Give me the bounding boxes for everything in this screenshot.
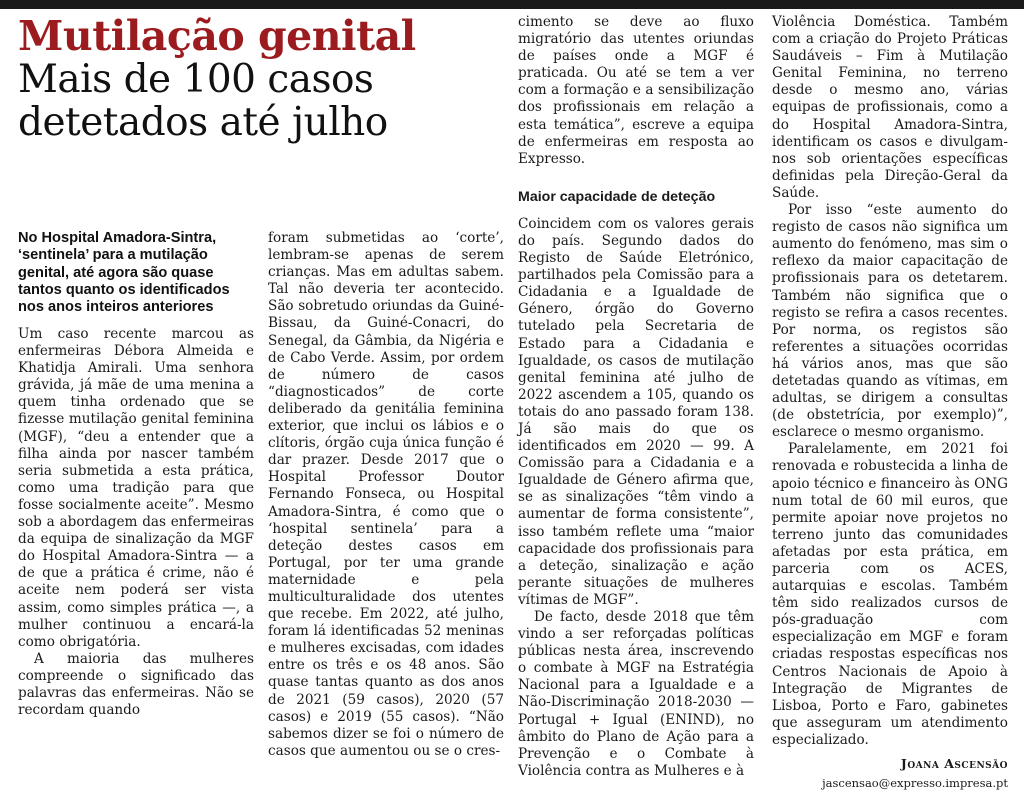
column-1 — [18, 326, 254, 719]
paragraph: Um caso recente marcou as enfermeiras Débora Almeida e Khatidja Amirali. Uma senhora grávida, já mãe de uma menina a quem tinha ordenado que se fizesse mutilação genital feminina (MGF), “deu a entender que a filha ainda por nascer também seria submetida a esta prática, como uma tradição para que fosse socialmente aceite”. Mesmo sob a abordagem das enfermeiras da equipa de sinalização da MGF do Hospital Amadora-Sintra — a de que a prática é crime, não é aceite nem poderá ser vista assim, como simples prática —, a mulher continuou a encará-la como obrigatória. — [18, 326, 254, 650]
author-byline: Joana Ascensão — [900, 756, 1008, 772]
paragraph: foram submetidas ao ‘corte’, lembram-se apenas de serem crianças. Mas em adultas sabem. Tal não deveria ter acontecido. São sobretudo oriundas da Guiné-Bissau, da Guiné-Conacri, do Senegal, da Gâmbia, da Nigéria e de Cabo Verde. Assim, por ordem de número de casos “diagnosticados” de corte deliberado da genitália feminina exterior, que inclui os lábios e o clítoris, órgão cuja única função é dar prazer. Desde 2017 que o Hospital Professor Doutor Fernando Fonseca, ou Hospital Amadora-Sintra, é como que o ‘hospital sentinela’ para a deteção destes casos em Portugal, por ter uma grande maternidade e pela multiculturalidade dos utentes que recebe. Em 2022, até julho, foram lá identificadas 52 meninas e mulheres excisadas, com idades entre os três e os 48 anos. São quase tantas quanto as dos anos de 2021 (59 casos), 2020 (57 casos) e 2019 (55 casos). “Não sabemos dizer se foi o número de casos que aumentou ou se o cres- — [268, 230, 504, 759]
column-3 — [518, 14, 754, 780]
paragraph: Paralelamente, em 2021 foi renovada e robustecida a linha de apoio técnico e financeiro às ONG num total de 60 mil euros, que permite apoiar nove projetos no terreno junto das comunidades afetadas por esta prática, em parceria com os ACES, autarquias e escolas. Também têm sido realizados cursos de pós-graduação com especialização em MGF e foram criadas respostas específicas nos Centros Nacionais de Apoio à Integração de Migrantes de Lisboa, Porto e Faro, gabinetes que asseguram um atendimento especializado. — [772, 441, 1008, 748]
paragraph: Por isso “este aumento do registo de casos não significa um aumento do fenómeno, mas sim o reflexo da maior capacitação de profissionais para os detetarem. Também não significa que o registo se refira a casos recentes. Por norma, os registos são referentes a situações ocorridas há vários anos, mas que são detetadas quando as vítimas, em adultas, se dirigem a consultas (de obstetrícia, por exemplo)”, esclarece o mesmo organismo. — [772, 202, 1008, 441]
top-bar — [0, 0, 1024, 9]
subhead: Maior capacidade de deteção — [518, 188, 716, 205]
paragraph: Coincidem com os valores gerais do país. Segundo dados do Registo de Saúde Eletrónico, partilhados pela Comissão para a Cidadania e a Igualdade de Género, órgão do Governo tutelado pela Secretaria de Estado para a Cidadania e Igualdade, os casos de mutilação genital feminina até julho de 2022 ascendem a 105, quando os totais do ano passado foram 138. Já são mais do que os identificados em 2020 — 99. A Comissão para a Cidadania e a Igualdade de Género afirma que, se as sinalizações “têm vindo a aumentar de forma consistente”, isso também reflete uma “maior capacidade dos profissionais para a deteção, sinalização e ação perante situações de mulheres vítimas de MGF”. — [518, 215, 754, 608]
author-email: jascensao@expresso.impresa.pt — [822, 776, 1008, 791]
paragraph: Violência Doméstica. Também com a criação do Projeto Práticas Saudáveis – Fim à Mutilação Genital Feminina, no terreno desde o mesmo ano, várias equipas de profissionais, como a do Hospital Amadora-Sintra, identificam os casos e divulgam-nos sob orientações específicas definidas pela Direção-Geral da Saúde. — [772, 14, 1008, 201]
paragraph: cimento se deve ao fluxo migratório das utentes oriundas de países onde a MGF é praticada. Ou até se tem a ver com a formação e a sensibilização dos profissionais em relação a esta temática”, escreve a equipa de enfermeiras em resposta ao Expresso. — [518, 14, 754, 167]
column-2 — [268, 230, 504, 760]
kicker: Mutilação genital — [18, 12, 416, 60]
title-block — [18, 12, 416, 145]
headline-line-1: Mais de 100 casos — [18, 57, 374, 102]
paragraph: A maioria das mulheres compreende o significado das palavras das enfermeiras. Não se recordam quando — [18, 650, 254, 719]
paragraph: De facto, desde 2018 que têm vindo a ser reforçadas políticas públicas nesta área, inscrevendo o combate à MGF na Estratégia Nacional para a Igualdade e a Não-Discriminação 2018-2030 — Portugal + Igual (ENIND), no âmbito do Plano de Ação para a Prevenção e o Combate à Violência contra as Mulheres e à — [518, 609, 754, 779]
column-4 — [772, 14, 1008, 792]
lead: No Hospital Amadora-Sintra, ‘sentinela’ para a mutilação genital, até agora são quase tantos quanto os identificados nos anos inteiros anteriores — [18, 230, 230, 316]
article — [18, 12, 1018, 791]
headline-line-2: detetados até julho — [18, 100, 388, 145]
